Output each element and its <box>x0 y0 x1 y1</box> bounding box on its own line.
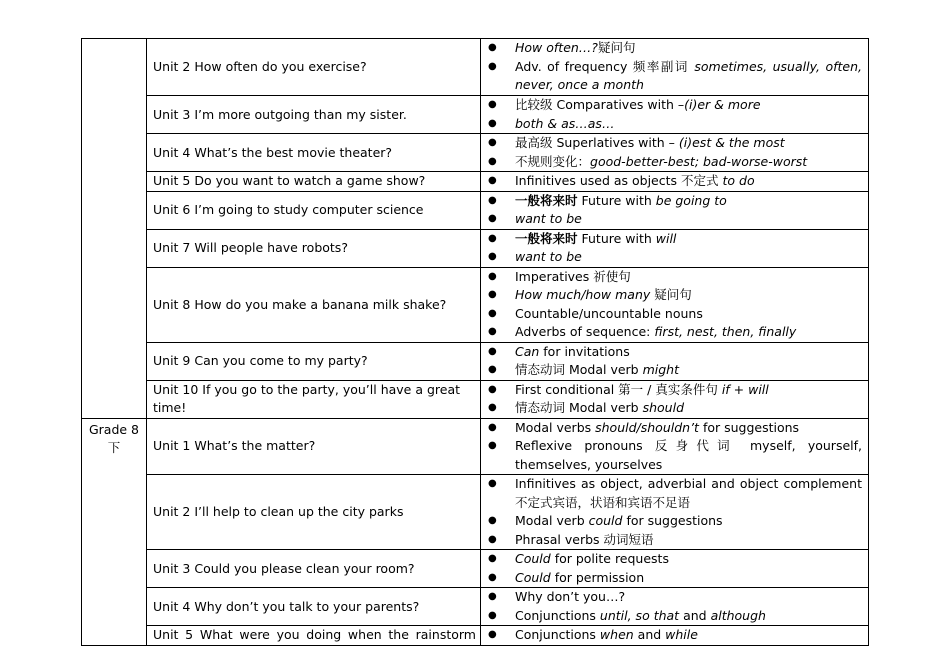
table-row <box>82 380 869 418</box>
table-row <box>82 588 869 626</box>
bullet-icon: ● <box>488 591 497 602</box>
text: First conditional 第一 / 真实条件句 <box>515 381 722 397</box>
list-item <box>488 419 862 438</box>
grammar-points <box>481 550 869 588</box>
grammar-points <box>481 39 869 96</box>
list-item <box>488 134 862 153</box>
bullet-icon: ● <box>488 421 497 433</box>
text: Conjunctions <box>515 607 600 623</box>
bullet-icon: ● <box>488 345 497 357</box>
unit-title: Unit 5 Do you want to watch a game show? <box>147 172 481 192</box>
unit-title: Unit 8 How do you make a banana milk shake? <box>147 267 481 342</box>
text: Future with <box>577 192 656 208</box>
grammar-points <box>481 588 869 626</box>
bullet-icon: ● <box>488 478 497 489</box>
bullet-icon: ● <box>488 137 497 148</box>
bullet-icon: ● <box>488 515 497 526</box>
italic-text: both & as…as… <box>515 115 615 131</box>
text: Modal verb <box>515 513 589 528</box>
grade-term-label: 下 <box>107 439 121 455</box>
bullet-icon: ● <box>488 232 497 244</box>
unit-title: Unit 7 Will people have robots? <box>147 229 481 267</box>
unit-title: Unit 2 How often do you exercise? <box>147 39 481 96</box>
list-item <box>488 343 862 362</box>
italic-text: should <box>642 400 685 415</box>
text: for suggestions <box>698 419 800 435</box>
table-row <box>82 418 869 475</box>
italic-text: How much/how many <box>515 287 651 302</box>
text: Adverbs of sequence: <box>515 324 655 339</box>
grammar-points <box>481 96 869 134</box>
text: 情态动词 Modal verb <box>515 400 643 415</box>
bullet-icon: ● <box>488 609 497 621</box>
table-row <box>82 134 869 172</box>
text: Countable/uncountable nouns <box>515 305 703 321</box>
text: for polite requests <box>550 551 669 566</box>
grammar-points <box>481 172 869 192</box>
list-item <box>488 361 862 380</box>
grammar-points <box>481 626 869 646</box>
italic-text: Can <box>515 343 540 359</box>
text: 疑问句 <box>650 287 692 302</box>
list-item <box>488 96 862 115</box>
text: 不规则变化： <box>515 153 591 169</box>
table-row <box>82 229 869 267</box>
italic-text: How often…? <box>515 40 598 56</box>
bullet-icon: ● <box>488 533 497 545</box>
text: Infinitives used as objects 不定式 <box>515 173 723 188</box>
text: Why don’t you…? <box>515 589 626 604</box>
unit-title: Unit 10 If you go to the party, you’ll have a great time! <box>147 380 481 418</box>
unit-title: Unit 9 Can you come to my party? <box>147 342 481 380</box>
text: Modal verbs <box>515 419 596 435</box>
bullet-icon: ● <box>488 251 497 262</box>
text: for suggestions <box>622 513 723 528</box>
bullet-icon: ● <box>488 307 497 319</box>
grammar-points <box>481 134 869 172</box>
unit-title: Unit 1 What’s the matter? <box>147 418 481 475</box>
table-row <box>82 550 869 588</box>
bold-text: 一般将来时 <box>515 192 578 208</box>
list-item <box>488 381 862 400</box>
italic-text: although <box>710 607 766 623</box>
unit-title: Unit 4 Why don’t you talk to your parents? <box>147 588 481 626</box>
table-row <box>82 191 869 229</box>
text: Conjunctions <box>515 627 600 642</box>
list-item <box>488 607 862 626</box>
italic-text: – (i)est & the most <box>668 135 785 150</box>
table-row <box>82 475 869 550</box>
italic-text: –(i)er & more <box>677 97 761 112</box>
italic-text: will <box>655 230 677 246</box>
table-row <box>82 267 869 342</box>
list-item <box>488 323 862 342</box>
table-row <box>82 172 869 192</box>
bullet-icon: ● <box>488 270 497 282</box>
text: 情态动词 Modal verb <box>515 362 643 377</box>
grammar-points <box>481 418 869 475</box>
italic-text: should/shouldn’t <box>595 419 699 435</box>
list-item <box>488 626 862 645</box>
text: 比较级 Comparatives with <box>515 97 678 112</box>
italic-text: until, so that <box>599 607 680 623</box>
list-item <box>488 153 862 172</box>
list-item <box>488 39 862 58</box>
list-item <box>488 210 862 229</box>
bullet-icon: ● <box>488 213 497 224</box>
grade-label: Grade 8 <box>88 421 140 437</box>
bullet-icon: ● <box>488 289 497 300</box>
bold-text: 一般将来时 <box>515 230 578 246</box>
list-item <box>488 58 862 95</box>
italic-text: want to be <box>515 249 582 264</box>
bullet-icon: ● <box>488 571 497 583</box>
bullet-icon: ● <box>488 440 497 451</box>
bullet-icon: ● <box>488 629 497 640</box>
unit-title: Unit 3 I’m more outgoing than my sister. <box>147 96 481 134</box>
italic-text: Could <box>515 569 551 585</box>
list-item <box>488 475 862 512</box>
list-item <box>488 399 862 418</box>
italic-text: sometimes, usually, often, never, once a month <box>515 58 862 93</box>
italic-text: want to be <box>515 211 582 226</box>
unit-title: Unit 4 What’s the best movie theater? <box>147 134 481 172</box>
italic-text: good-better-best; bad-worse-worst <box>590 153 808 169</box>
list-item <box>488 172 862 191</box>
grammar-points <box>481 229 869 267</box>
list-item <box>488 115 862 134</box>
table-row <box>82 342 869 380</box>
text: Future with <box>577 230 656 246</box>
bullet-icon: ● <box>488 117 497 129</box>
grammar-syllabus-table <box>81 38 869 646</box>
grade-cell <box>82 418 147 645</box>
text: and <box>633 627 666 642</box>
list-item <box>488 230 862 249</box>
list-item <box>488 512 862 531</box>
text: 最高级 Superlatives with <box>515 135 669 150</box>
bullet-icon: ● <box>488 383 497 395</box>
text: Reflexive pronouns 反身代词 myself, yourself, themselves, yourselves <box>515 438 862 472</box>
italic-text: first, nest, then, finally <box>654 324 797 339</box>
bullet-icon: ● <box>488 42 497 54</box>
list-item <box>488 286 862 305</box>
text: and <box>679 607 711 623</box>
text: Imperatives 祈使句 <box>515 268 631 284</box>
bullet-icon: ● <box>488 553 497 564</box>
table-row <box>82 39 869 96</box>
list-item <box>488 437 862 474</box>
grammar-points <box>481 191 869 229</box>
italic-text: while <box>665 627 698 642</box>
list-item <box>488 192 862 211</box>
bullet-icon: ● <box>488 326 497 337</box>
text: for invitations <box>539 343 630 359</box>
list-item <box>488 305 862 324</box>
bullet-icon: ● <box>488 175 497 186</box>
grammar-points <box>481 380 869 418</box>
italic-text: might <box>642 362 680 377</box>
grammar-points <box>481 475 869 550</box>
grammar-points <box>481 267 869 342</box>
text: Phrasal verbs 动词短语 <box>515 531 654 547</box>
bullet-icon: ● <box>488 364 497 375</box>
text: Infinitives as object, adverbial and object complement 不定式宾语，状语和宾语不足语 <box>515 476 862 510</box>
list-item <box>488 588 862 607</box>
unit-title: Unit 5 What were you doing when the rainstorm <box>147 626 481 646</box>
table-body <box>82 39 869 646</box>
list-item <box>488 569 862 588</box>
italic-text: be going to <box>655 192 727 208</box>
text: for permission <box>550 569 645 585</box>
italic-text: Could <box>515 551 551 566</box>
list-item <box>488 550 862 569</box>
bullet-icon: ● <box>488 194 497 206</box>
unit-title: Unit 2 I’ll help to clean up the city parks <box>147 475 481 550</box>
text: 疑问句 <box>597 40 636 56</box>
bullet-icon: ● <box>488 99 497 110</box>
unit-title: Unit 6 I’m going to study computer science <box>147 191 481 229</box>
text: Adv. of frequency 频率副词 <box>515 58 695 74</box>
italic-text: could <box>588 513 623 528</box>
bullet-icon: ● <box>488 60 497 72</box>
list-item <box>488 248 862 267</box>
italic-text: if + will <box>721 381 769 397</box>
unit-title: Unit 3 Could you please clean your room? <box>147 550 481 588</box>
grammar-points <box>481 342 869 380</box>
bullet-icon: ● <box>488 402 497 413</box>
grade-cell-empty <box>82 39 147 419</box>
italic-text: when <box>599 627 634 642</box>
list-item <box>488 268 862 287</box>
italic-text: to do <box>722 173 755 188</box>
table-row <box>82 96 869 134</box>
table-row <box>82 626 869 646</box>
bullet-icon: ● <box>488 155 497 167</box>
list-item <box>488 531 862 550</box>
